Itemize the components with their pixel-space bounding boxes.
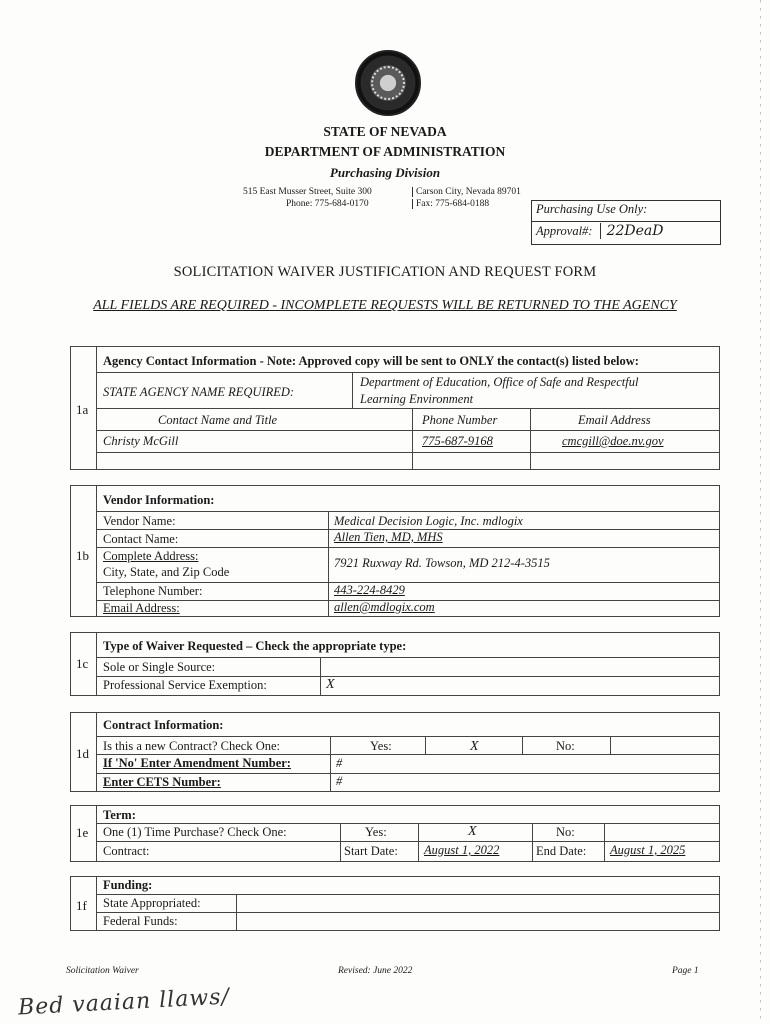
contact-phone-value: 775-687-9168 [422,434,493,448]
vendor-contact-label: Contact Name: [103,532,179,546]
contact-name-value: Christy McGill [103,434,179,448]
footer-page-number: Page 1 [672,966,699,976]
section-1f-number: 1f [76,898,87,913]
phone-number: Phone: 775-684-0170 [286,199,369,209]
approval-label: Approval#: [536,224,593,238]
new-contract-yes-check: X [470,739,479,754]
end-date-value: August 1, 2025 [610,843,686,857]
handwritten-signature: Bed vaaian llaws/ [17,984,231,1021]
contract-info-heading: Contract Information: [103,718,224,732]
new-contract-no-label: No: [556,739,575,753]
federal-funds-label: Federal Funds: [103,914,178,928]
start-date-label: Start Date: [344,844,398,858]
vendor-heading: Vendor Information: [103,493,215,507]
amendment-number-label: If 'No' Enter Amendment Number: [103,756,291,770]
address-sublabel: City, State, and Zip Code [103,565,230,579]
state-appropriated-label: State Appropriated: [103,896,201,910]
agency-contact-heading: Agency Contact Information - Note: Approved copy will be sent to ONLY the contact(s) listed below: [103,354,639,368]
state-name: STATE OF NEVADA [323,124,447,139]
purchasing-use-only-box [531,200,721,245]
cets-number-value: # [336,774,343,788]
section-1b-number: 1b [76,548,89,563]
nevada-state-seal-icon [355,50,421,116]
contact-email-value: cmcgill@doe.nv.gov [562,434,664,448]
section-1d-number: 1d [76,746,89,761]
vendor-email-value: allen@mdlogix.com [334,600,435,614]
end-date-label: End Date: [536,844,587,858]
one-time-no-label: No: [556,825,575,839]
agency-name-line-1: Department of Education, Office of Safe and Respectful [360,375,639,389]
footer-revised: Revised: June 2022 [338,966,413,976]
vendor-name-label: Vendor Name: [103,514,176,528]
vendor-address-value: 7921 Ruxway Rd. Towson, MD 212-4-3515 [334,556,550,570]
funding-heading: Funding: [103,878,153,892]
new-contract-label: Is this a new Contract? Check One: [103,739,281,753]
one-time-yes-check: X [468,824,477,839]
division-name: Purchasing Division [329,165,441,180]
sole-source-label: Sole or Single Source: [103,660,216,674]
department-name: DEPARTMENT OF ADMINISTRATION [264,144,506,159]
term-heading: Term: [103,808,136,822]
address-street: 515 East Musser Street, Suite 300 [243,187,372,197]
vendor-phone-value: 443-224-8429 [334,583,405,597]
form-title: SOLICITATION WAIVER JUSTIFICATION AND REQUEST FORM [173,264,597,280]
vendor-name-value: Medical Decision Logic, Inc. mdlogix [334,514,523,528]
professional-service-label: Professional Service Exemption: [103,678,267,692]
address-city: Carson City, Nevada 89701 [412,187,521,197]
contact-name-column-header: Contact Name and Title [158,413,278,427]
cets-number-label: Enter CETS Number: [103,775,221,789]
phone-column-header: Phone Number [422,413,498,427]
section-1a-number: 1a [76,402,89,417]
telephone-label: Telephone Number: [103,584,203,598]
required-notice: ALL FIELDS ARE REQUIRED - INCOMPLETE REQUESTS WILL BE RETURNED TO THE AGENCY [93,298,677,313]
one-time-yes-label: Yes: [365,825,387,839]
fax-number: Fax: 775-684-0188 [412,199,489,209]
vendor-email-label: Email Address: [103,601,180,615]
agency-name-label: STATE AGENCY NAME REQUIRED: [103,385,295,399]
approval-number: 22DeaD [600,223,664,239]
professional-service-check: X [326,677,335,692]
purchasing-box-title: Purchasing Use Only: [532,201,720,222]
section-1e-number: 1e [76,825,89,840]
contract-term-label: Contract: [103,844,150,858]
one-time-purchase-label: One (1) Time Purchase? Check One: [103,825,287,839]
footer-form-name: Solicitation Waiver [66,966,139,976]
section-1c-number: 1c [76,656,89,671]
address-label: Complete Address: [103,549,199,563]
email-column-header: Email Address [578,413,651,427]
vendor-contact-value: Allen Tien, MD, MHS [334,530,443,544]
agency-name-line-2: Learning Environment [360,392,474,406]
waiver-type-heading: Type of Waiver Requested – Check the appropriate type: [103,639,407,653]
start-date-value: August 1, 2022 [424,843,500,857]
new-contract-yes-label: Yes: [370,739,392,753]
amendment-number-value: # [336,756,343,770]
